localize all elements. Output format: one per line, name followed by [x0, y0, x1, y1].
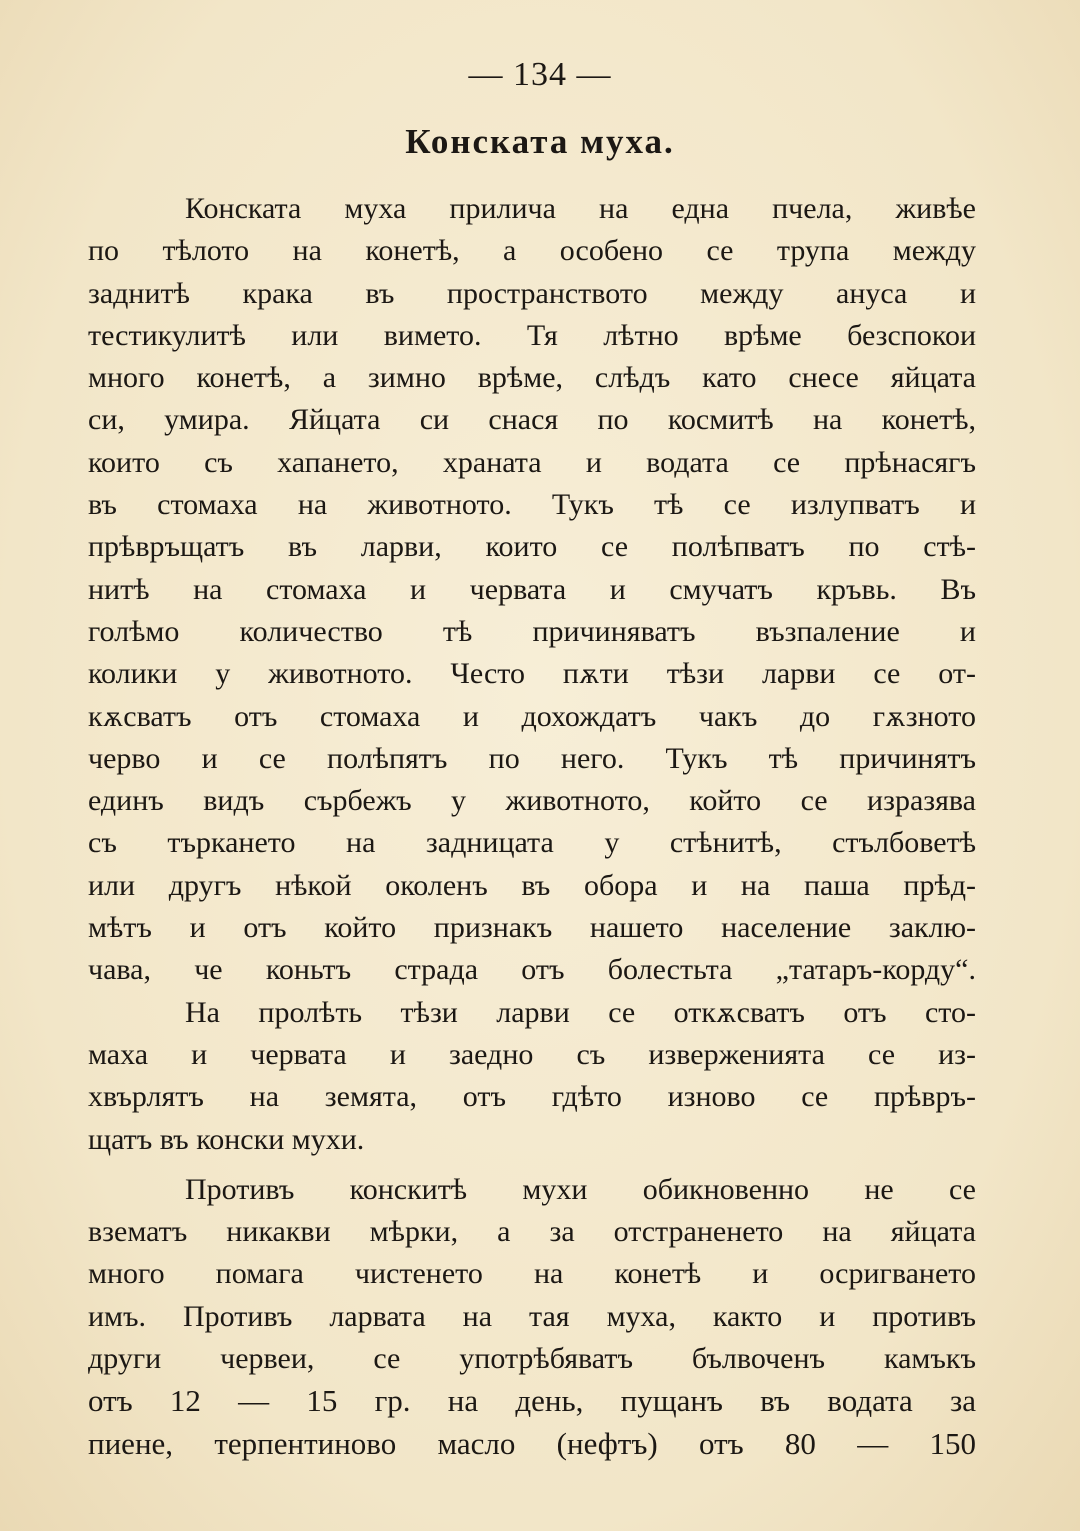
text-line: На пролѣть тѣзи ларви се откѫсватъ отъ сто-: [185, 995, 976, 1029]
text-line: имъ. Противъ ларвата на тая муха, както и противъ: [88, 1299, 976, 1333]
section-heading: Конската муха.: [405, 122, 675, 161]
text-line: прѣвръщатъ въ ларви, които се полѣпватъ по стѣ-: [88, 530, 976, 564]
text-line: отъ 12 — 15 гр. на день, пущанъ въ водата за: [88, 1383, 976, 1419]
text-line: си, умира. Яйцата си снася по коcмитѣ на конетѣ,: [88, 403, 976, 437]
text-line: съ търкането на задницата у стѣнитѣ, стълбоветѣ: [88, 826, 976, 860]
text-line: щатъ въ конски мухи.: [88, 1122, 365, 1156]
text-line: кѫсватъ отъ стомаха и дохождатъ чакъ до гѫзното: [88, 699, 976, 733]
body-text: [88, 188, 976, 1465]
text-line: взематъ никакви мѣрки, а за отстраненето на яйцата: [88, 1215, 976, 1249]
text-line: мѣтъ и отъ който признакъ нашето население заклю-: [88, 911, 976, 945]
text-line: заднитѣ крака въ пространството между ануса и: [88, 276, 976, 310]
text-line: Конската муха прилича на една пчела, живѣе: [185, 192, 976, 225]
text-line: много помага чистенето на конетѣ и осригването: [88, 1257, 976, 1291]
text-line: черво и се полѣпятъ по него. Тукъ тѣ причинятъ: [88, 741, 976, 775]
text-line: маха и червата и заедно съ изверженията се из-: [88, 1037, 976, 1071]
text-line: голѣмо количество тѣ причиняватъ възпаление и: [88, 614, 976, 648]
text-line: хвърлятъ на земята, отъ гдѣто изново се прѣвръ-: [88, 1080, 976, 1114]
text-line: пиене, терпентиново масло (нефтъ) отъ 80 — 150: [88, 1425, 976, 1461]
paragraph-gap: [88, 1161, 976, 1169]
text-line: други червеи, се употрѣбяватъ бълвоченъ камъкъ: [88, 1342, 976, 1376]
text-line: нитѣ на стомаха и червата и смучатъ кръвь. Въ: [88, 572, 976, 606]
text-line: единъ видъ сърбежъ у животното, който се изразява: [88, 784, 976, 818]
text-line: или другъ нѣкой околенъ въ обора и на паша прѣд-: [88, 868, 976, 902]
text-line: по тѣлото на конетѣ, а особено се трупа между: [88, 234, 976, 268]
text-line: колики у животното. Често пѫти тѣзи ларви се от-: [88, 657, 976, 691]
text-line: тестикулитѣ или вимето. Тя лѣтно врѣме безспокои: [88, 318, 976, 352]
text-line: чава, че коньтъ страда отъ болестьта „татаръ-корду“.: [88, 953, 976, 987]
text-line: Противъ конскитѣ мухи обикновенно не се: [185, 1172, 976, 1206]
page-number: — 134 —: [468, 56, 612, 93]
text-line: много конетѣ, а зимно врѣме, слѣдъ като снесе яйцата: [88, 361, 976, 395]
text-line: въ стомаха на животното. Тукъ тѣ се излупватъ и: [88, 488, 976, 522]
text-line: които съ хапането, храната и водата се прѣнасягъ: [88, 445, 976, 479]
